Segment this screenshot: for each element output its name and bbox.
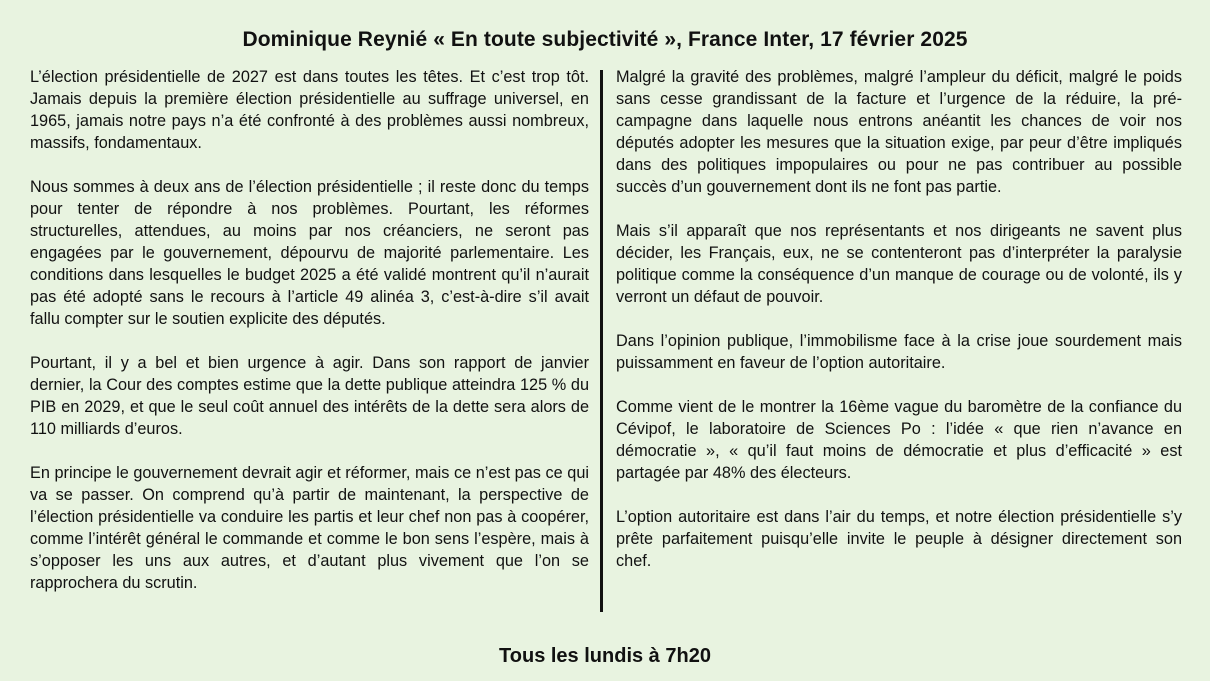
right-paragraph-1: Malgré la gravité des problèmes, malgré l’ampleur du déficit, malgré le poids sans cesse grandissant de la facture et l’urgence de la réduire, la pré-campagne dans laquelle nous entrons anéantit les chances de voir nos députés adopter les mesures que la situation exige, par peur d’être impliqués dans des politiques impopulaires ou pour ne pas contribuer au possible succès d’un gouvernement dont ils ne font pas partie. <box>616 68 1182 196</box>
right-column <box>616 66 1182 594</box>
right-paragraph-4: Comme vient de le montrer la 16ème vague du baromètre de la confiance du Cévipof, le laboratoire de Sciences Po : l’idée « que rien n’avance en démocratie », « qu’il faut moins de démocratie et plus d’efficacité » est partagée par 48% des électeurs. <box>616 398 1182 482</box>
left-column <box>30 66 589 616</box>
left-paragraph-4: En principe le gouvernement devrait agir et réformer, mais ce n’est pas ce qui va se passer. On comprend qu’à partir de maintenant, la perspective de l’élection présidentielle va conduire les partis et leur chef non pas à coopérer, comme l’intérêt général le commande et comme le bon sens l’espère, mais à s’opposer les uns aux autres, et d’autant plus vivement que l’on se rapprochera du scrutin. <box>30 464 589 592</box>
left-paragraph-3: Pourtant, il y a bel et bien urgence à agir. Dans son rapport de janvier dernier, la Cour des comptes estime que la dette publique atteindra 125 % du PIB en 2029, et que le seul coût annuel des intérêts de la dette sera alors de 110 milliards d’euros. <box>30 354 589 438</box>
broadcast-schedule: Tous les lundis à 7h20 <box>499 645 711 667</box>
left-paragraph-1: L’élection présidentielle de 2027 est dans toutes les têtes. Et c’est trop tôt. Jamais depuis la première élection présidentielle au suffrage universel, en 1965, jamais notre pays n’a été confronté à des problèmes aussi nombreux, massifs, fondamentaux. <box>30 68 589 152</box>
column-divider <box>600 70 603 612</box>
right-paragraph-2: Mais s’il apparaît que nos représentants et nos dirigeants ne savent plus décider, les Français, eux, ne se contenteront pas d’interpréter la paralysie politique comme la conséquence d’un manque de courage ou de volonté, ils y verront un défaut de pouvoir. <box>616 222 1182 306</box>
left-paragraph-2: Nous sommes à deux ans de l’élection présidentielle ; il reste donc du temps pour tenter de répondre à nos problèmes. Pourtant, les réformes structurelles, attendues, au moins par nos créanciers, ne seront pas engagées par le gouvernement, dépourvu de majorité parlementaire. Les conditions dans lesquelles le budget 2025 a été validé montrent qu’il n’aurait pas été adopté sans le recours à l’article 49 alinéa 3, c’est-à-dire s’il avait fallu compter sur le soutien explicite des députés. <box>30 178 589 328</box>
right-paragraph-5: L’option autoritaire est dans l’air du temps, et notre élection présidentielle s’y prête parfaitement puisqu’elle invite le peuple à désigner directement son chef. <box>616 508 1182 570</box>
right-paragraph-3: Dans l’opinion publique, l’immobilisme face à la crise joue sourdement mais puissamment en faveur de l’option autoritaire. <box>616 332 1182 372</box>
page-title: Dominique Reynié « En toute subjectivité », France Inter, 17 février 2025 <box>242 28 968 51</box>
